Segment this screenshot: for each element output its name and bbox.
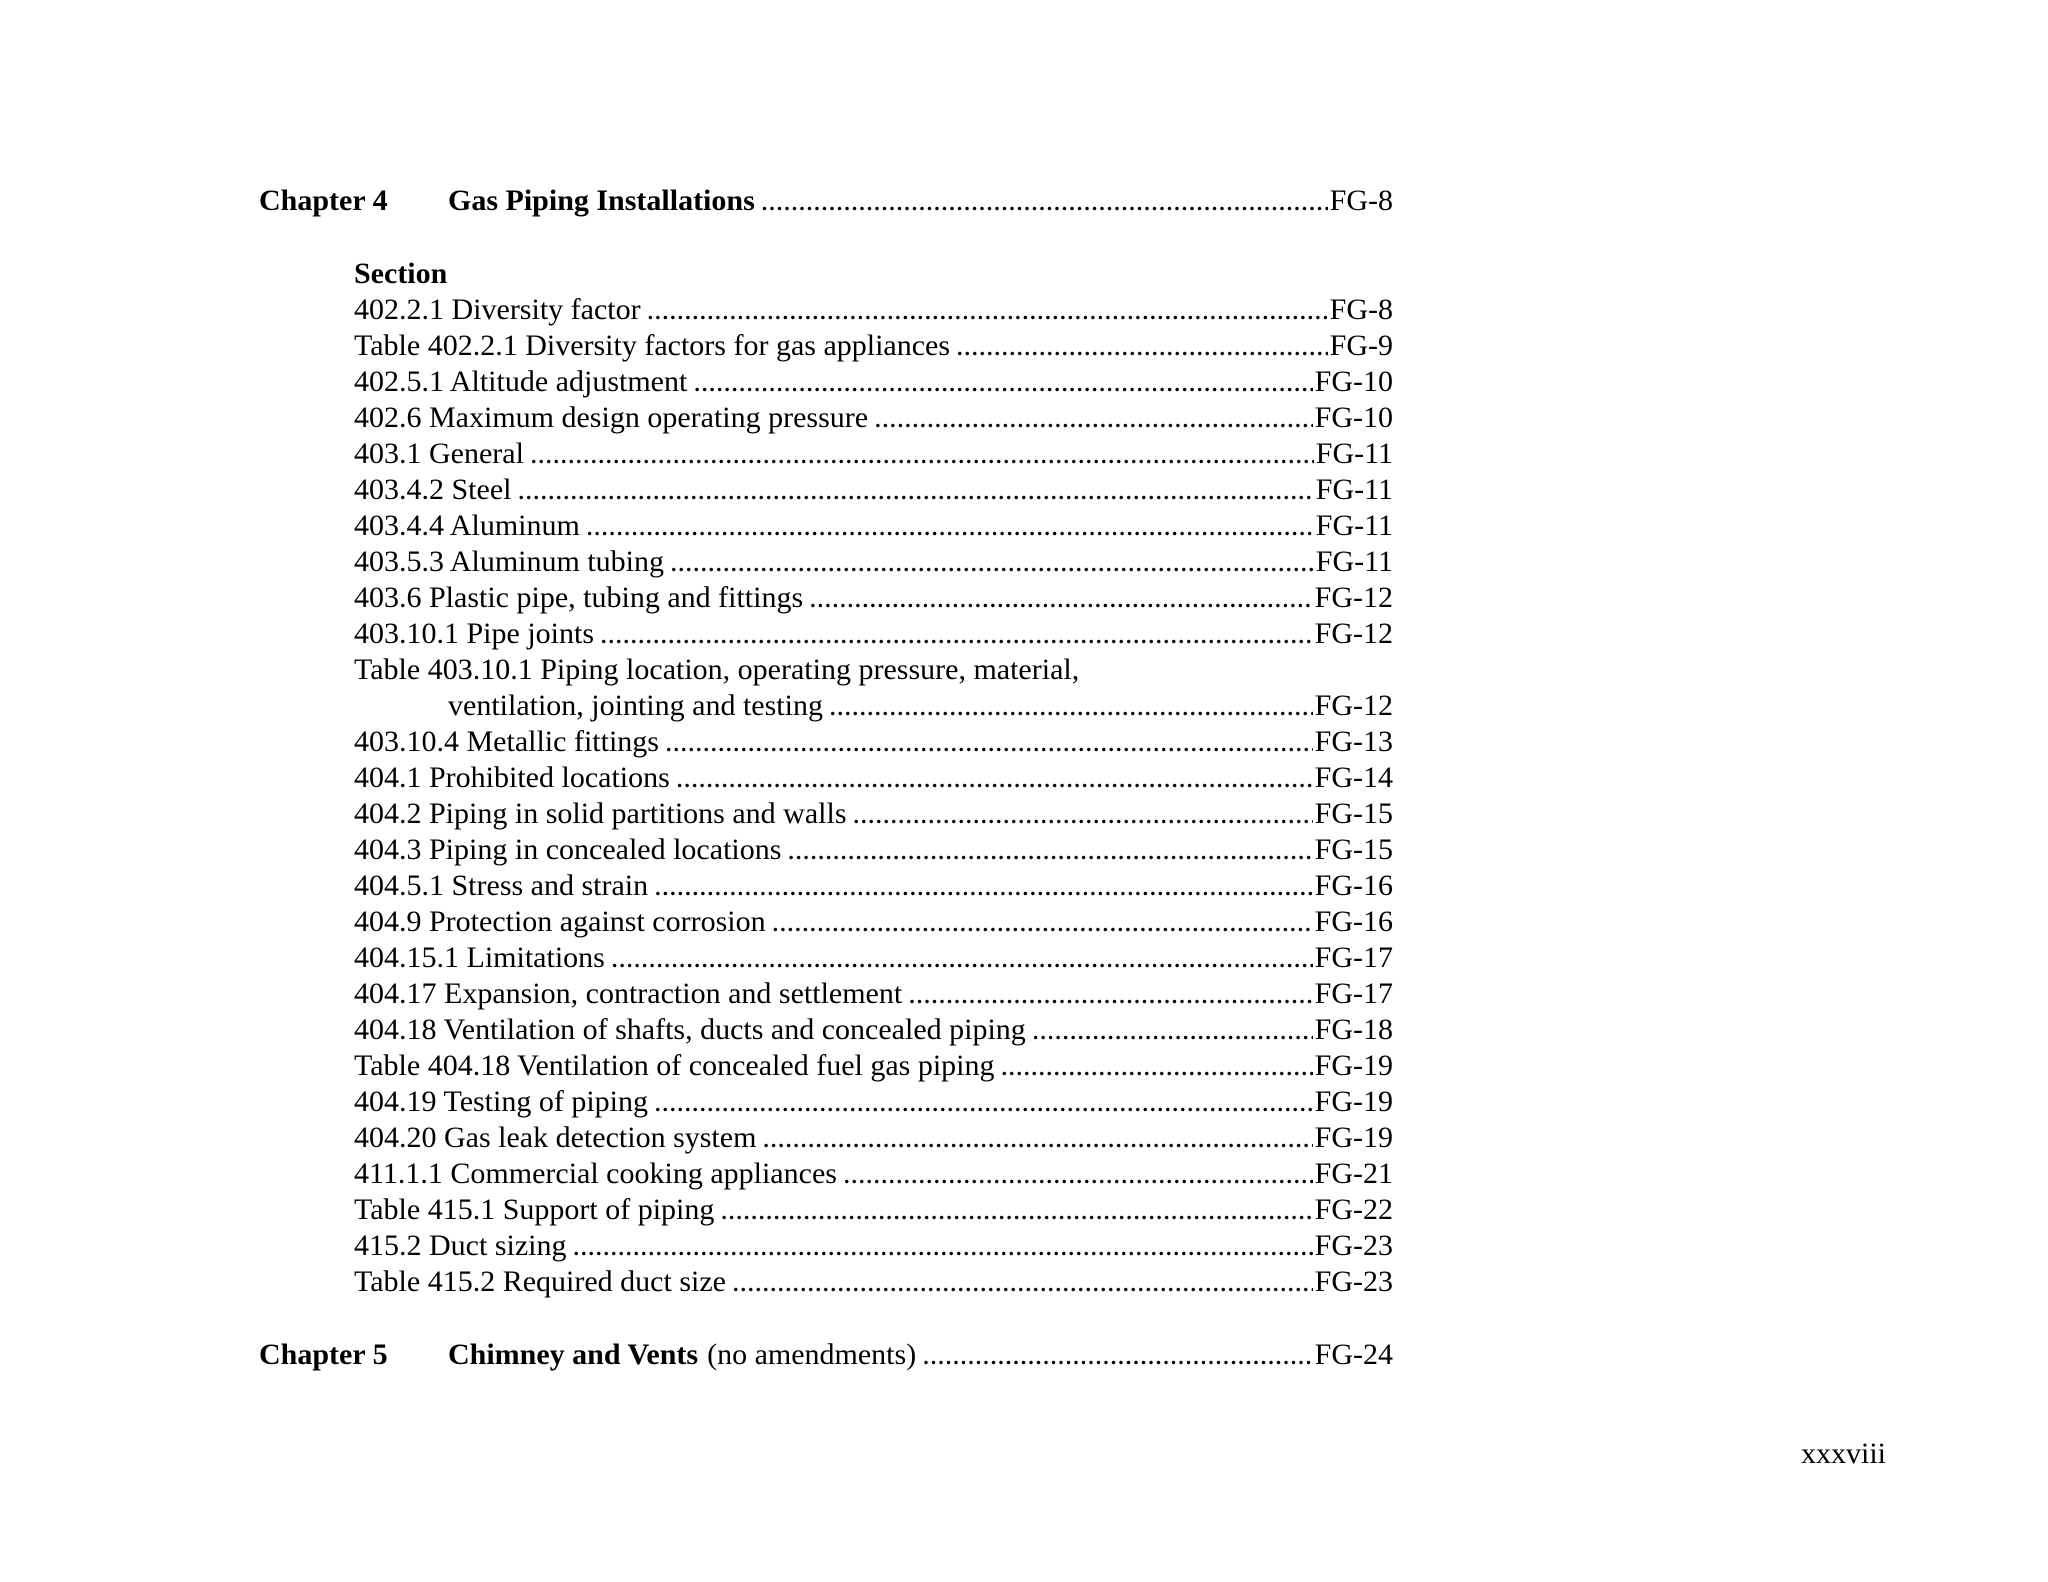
toc-entry[interactable] — [354, 1156, 1393, 1192]
toc-entry[interactable] — [354, 1120, 1393, 1156]
entry-label: 403.5.3 Aluminum tubing — [354, 545, 665, 578]
chapter-title: Chimney and Vents — [448, 1338, 699, 1371]
dot-leader — [761, 183, 1328, 219]
entry-label: 404.15.1 Limitations — [354, 941, 605, 974]
dot-leader — [611, 940, 1313, 976]
entry-label: 403.4.4 Aluminum — [354, 509, 580, 542]
entry-page-ref: FG-11 — [1315, 509, 1393, 542]
section-list — [354, 256, 1393, 1300]
dot-leader — [787, 832, 1312, 868]
entry-page-ref: FG-15 — [1314, 797, 1393, 830]
toc-entry[interactable] — [354, 292, 1393, 328]
dot-leader — [647, 292, 1328, 328]
toc-entry[interactable] — [354, 904, 1393, 940]
toc-entry[interactable] — [354, 472, 1393, 508]
dot-leader — [572, 1228, 1312, 1264]
entry-page-ref: FG-16 — [1314, 869, 1393, 902]
dot-leader — [676, 760, 1313, 796]
entry-page-ref: FG-22 — [1314, 1193, 1393, 1226]
toc-entry[interactable] — [354, 1048, 1393, 1084]
entry-label: 402.5.1 Altitude adjustment — [354, 365, 688, 398]
toc-entry[interactable] — [354, 796, 1393, 832]
dot-leader — [654, 868, 1313, 904]
dot-leader — [732, 1264, 1313, 1300]
entry-label: 402.6 Maximum design operating pressure — [354, 401, 869, 434]
dot-leader — [853, 796, 1313, 832]
entry-label: Table 403.10.1 Piping location, operating pressure, material, — [354, 653, 1080, 686]
entry-label: Table 415.1 Support of piping — [354, 1193, 715, 1226]
entry-page-ref: FG-17 — [1314, 941, 1393, 974]
entry-label: 404.18 Ventilation of shafts, ducts and concealed piping — [354, 1013, 1026, 1046]
entry-label: 404.20 Gas leak detection system — [354, 1121, 757, 1154]
entry-label: 404.19 Testing of piping — [354, 1085, 649, 1118]
dot-leader — [829, 688, 1313, 724]
entry-page-ref: FG-13 — [1314, 725, 1393, 758]
entry-page-ref: FG-14 — [1314, 761, 1393, 794]
dot-leader — [600, 616, 1313, 652]
entry-page-ref: FG-23 — [1314, 1265, 1393, 1298]
section-heading: Section — [354, 257, 448, 290]
entry-label: 404.1 Prohibited locations — [354, 761, 670, 794]
toc-entry[interactable] — [354, 544, 1393, 580]
chapter-5-row[interactable] — [259, 1337, 1393, 1373]
entry-page-ref: FG-16 — [1314, 905, 1393, 938]
dot-leader — [762, 1120, 1312, 1156]
entry-page-ref: FG-23 — [1314, 1229, 1393, 1262]
entry-label: 403.1 General — [354, 437, 524, 470]
entry-page-ref: FG-8 — [1329, 293, 1393, 326]
dot-leader — [956, 328, 1328, 364]
dot-leader — [670, 544, 1314, 580]
chapter-number: Chapter 4 — [259, 184, 388, 217]
toc-entry[interactable] — [354, 976, 1393, 1012]
toc-entry[interactable] — [354, 400, 1393, 436]
dot-leader — [908, 976, 1312, 1012]
entry-label: Table 404.18 Ventilation of concealed fuel gas piping — [354, 1049, 995, 1082]
entry-label: 402.2.1 Diversity factor — [354, 293, 641, 326]
entry-page-ref: FG-12 — [1314, 581, 1393, 614]
dot-leader — [530, 436, 1314, 472]
entry-page-ref: FG-12 — [1314, 689, 1393, 722]
entry-page-ref: FG-11 — [1315, 437, 1393, 470]
entry-page-ref: FG-21 — [1314, 1157, 1393, 1190]
dot-leader — [654, 1084, 1313, 1120]
entry-label: 415.2 Duct sizing — [354, 1229, 567, 1262]
chapter-page-ref: FG-24 — [1314, 1338, 1393, 1371]
toc-entry[interactable] — [354, 328, 1393, 364]
toc-entry[interactable] — [354, 1192, 1393, 1228]
toc-entry[interactable] — [354, 760, 1393, 796]
toc-entry[interactable] — [354, 1264, 1393, 1300]
dot-leader — [665, 724, 1313, 760]
entry-page-ref: FG-19 — [1314, 1049, 1393, 1082]
entry-page-ref: FG-12 — [1314, 617, 1393, 650]
toc-entry[interactable] — [354, 364, 1393, 400]
toc-entry-multiline-second[interactable] — [354, 688, 1393, 724]
dot-leader — [693, 364, 1312, 400]
entry-label: 403.10.4 Metallic fittings — [354, 725, 659, 758]
entry-label: 404.2 Piping in solid partitions and walls — [354, 797, 847, 830]
dot-leader — [772, 904, 1313, 940]
toc-entry[interactable] — [354, 1084, 1393, 1120]
toc-entry[interactable] — [354, 580, 1393, 616]
chapter-note: (no amendments) — [707, 1338, 917, 1371]
dot-leader — [586, 508, 1314, 544]
entry-label-continued: ventilation, jointing and testing — [448, 689, 823, 722]
entry-label: Table 415.2 Required duct size — [354, 1265, 726, 1298]
entry-page-ref: FG-9 — [1329, 329, 1393, 362]
dot-leader — [843, 1156, 1313, 1192]
chapter-page-ref: FG-8 — [1329, 184, 1393, 217]
entry-page-ref: FG-10 — [1314, 401, 1393, 434]
entry-label: Table 402.2.1 Diversity factors for gas appliances — [354, 329, 951, 362]
entry-label: 404.9 Protection against corrosion — [354, 905, 766, 938]
toc-entry[interactable] — [354, 436, 1393, 472]
toc-entry[interactable] — [354, 508, 1393, 544]
entry-label: 404.3 Piping in concealed locations — [354, 833, 782, 866]
dot-leader — [720, 1192, 1312, 1228]
entry-page-ref: FG-10 — [1314, 365, 1393, 398]
chapter-number: Chapter 5 — [259, 1338, 388, 1371]
entry-page-ref: FG-11 — [1315, 473, 1393, 506]
entry-label: 403.4.2 Steel — [354, 473, 512, 506]
toc-entry[interactable] — [354, 1012, 1393, 1048]
dot-leader — [874, 400, 1313, 436]
toc-entry[interactable] — [354, 616, 1393, 652]
entry-label: 411.1.1 Commercial cooking appliances — [354, 1157, 837, 1190]
toc-entry-multiline-first[interactable] — [354, 652, 1393, 688]
entry-label: 403.6 Plastic pipe, tubing and fittings — [354, 581, 804, 614]
toc-entry[interactable] — [354, 940, 1393, 976]
dot-leader — [1001, 1048, 1313, 1084]
dot-leader — [922, 1337, 1312, 1373]
chapter-4-row[interactable] — [259, 183, 1393, 219]
chapter-title: Gas Piping Installations — [448, 184, 755, 217]
entry-page-ref: FG-15 — [1314, 833, 1393, 866]
entry-label: 404.5.1 Stress and strain — [354, 869, 649, 902]
toc-entry[interactable] — [354, 724, 1393, 760]
entry-page-ref: FG-17 — [1314, 977, 1393, 1010]
entry-label: 404.17 Expansion, contraction and settlement — [354, 977, 903, 1010]
entry-page-ref: FG-18 — [1314, 1013, 1393, 1046]
entry-page-ref: FG-19 — [1314, 1121, 1393, 1154]
toc-entry[interactable] — [354, 868, 1393, 904]
dot-leader — [1032, 1012, 1313, 1048]
dot-leader — [809, 580, 1313, 616]
dot-leader — [518, 472, 1314, 508]
toc-entry[interactable] — [354, 832, 1393, 868]
entry-page-ref: FG-19 — [1314, 1085, 1393, 1118]
page-number: xxxviii — [1800, 1437, 1886, 1470]
entry-label: 403.10.1 Pipe joints — [354, 617, 595, 650]
table-of-contents — [259, 183, 1393, 1373]
toc-entry[interactable] — [354, 1228, 1393, 1264]
entry-page-ref: FG-11 — [1315, 545, 1393, 578]
